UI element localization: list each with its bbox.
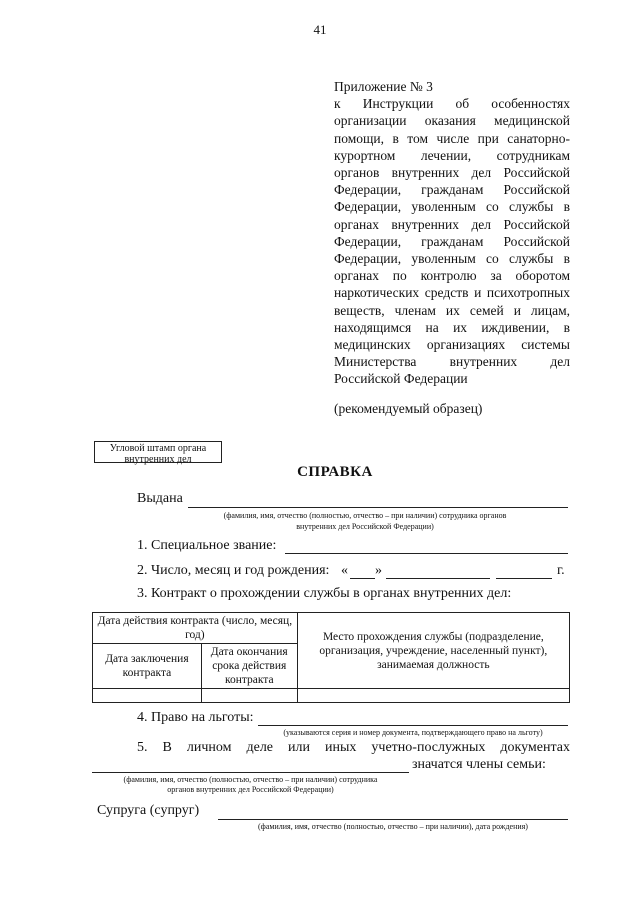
item4-benefits-label: 4. Право на льготы: <box>137 710 254 725</box>
spouse-label: Супруга (супруг) <box>97 803 200 818</box>
appendix-body: к Инструкции об особенностях организации оказания медицинской помощи, в том числе при санаторно-курортном лечении, сотрудникам органов внутренних дел Российской Федерации, гражданам Российской Федерации, уволенным со службы в органах внутренних дел Российской Федерации, гражданам Российской Федерации, уволенным со службы в органах по контролю за оборотом наркотических средств и психотропных веществ, членам их семей и лицам, находящимся на их иждивении, в медицинских организациях системы Министерства внутренних дел Российской Федерации <box>334 96 570 387</box>
header-contract-dates: Дата действия контракта (число, месяц, год) <box>93 613 298 644</box>
item5-hint-2: органов внутренних дел Российской Федерации) <box>167 785 334 794</box>
quote-close: » <box>375 563 382 578</box>
page-number: 41 <box>313 22 327 37</box>
cell-service-place[interactable] <box>297 689 569 703</box>
birth-day-field[interactable] <box>350 578 375 579</box>
item5-hint-1: (фамилия, имя, отчество (полностью, отчество – при наличии) сотрудника <box>123 775 378 784</box>
header-contract-end: Дата окончания срока действия контракта <box>201 644 297 689</box>
header-service-place: Место прохождения службы (подразделение, организация, учреждение, населенный пункт), занимаемая должность <box>297 613 569 689</box>
appendix-header <box>334 78 570 417</box>
corner-stamp-box: Угловой штамп органа внутренних дел <box>94 441 222 463</box>
year-suffix: г. <box>557 563 565 578</box>
issued-label: Выдана <box>137 491 183 506</box>
recommended-sample-note: (рекомендуемый образец) <box>334 400 483 416</box>
item1-rank-label: 1. Специальное звание: <box>137 538 277 553</box>
spouse-hint: (фамилия, имя, отчество (полностью, отчество – при наличии), дата рождения) <box>258 822 528 831</box>
contract-table <box>92 612 570 703</box>
issued-hint-2: внутренних дел Российской Федерации) <box>296 522 434 531</box>
benefits-field-line[interactable] <box>258 725 568 726</box>
benefits-hint: (указываются серия и номер документа, подтверждающего право на льготу) <box>283 728 543 737</box>
quote-open: « <box>341 563 348 578</box>
appendix-title: Приложение № 3 <box>334 79 433 94</box>
item5-line2: значатся члены семьи: <box>412 757 546 772</box>
issued-hint-1: (фамилия, имя, отчество (полностью, отчество – при наличии) сотрудника органов <box>223 511 507 520</box>
spouse-field-line[interactable] <box>218 819 568 820</box>
cell-contract-end[interactable] <box>201 689 297 703</box>
item3-contract-label: 3. Контракт о прохождении службы в органах внутренних дел: <box>137 586 512 601</box>
birth-month-field[interactable] <box>386 578 490 579</box>
document-title: СПРАВКА <box>297 464 373 480</box>
header-contract-start: Дата заключения контракта <box>93 644 202 689</box>
cell-contract-start[interactable] <box>93 689 202 703</box>
birth-year-field[interactable] <box>496 578 552 579</box>
item5-line1: 5. В личном деле или иных учетно-послужных документах <box>137 740 570 755</box>
family-officer-field-line[interactable] <box>92 772 409 773</box>
rank-field-line[interactable] <box>285 553 568 554</box>
issued-field-line[interactable] <box>188 507 568 508</box>
item2-birthdate-label: 2. Число, месяц и год рождения: <box>137 563 330 578</box>
